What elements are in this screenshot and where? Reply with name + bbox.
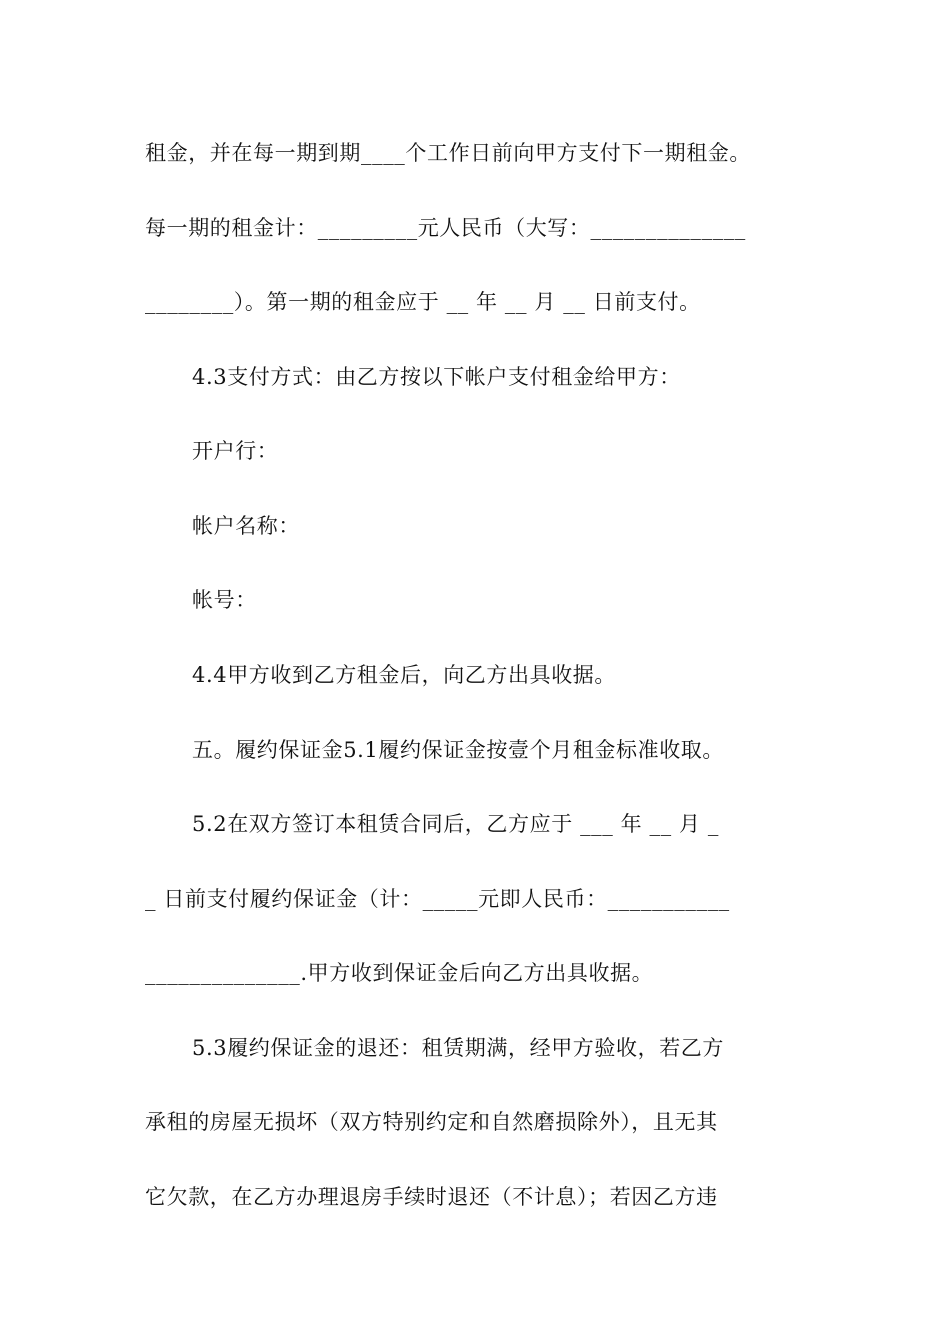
text-line-9: 五。履约保证金5.1履约保证金按壹个月租金标准收取。	[192, 738, 724, 762]
text-line-7: 帐号：	[192, 588, 257, 612]
text-line-14: 承租的房屋无损坏（双方特别约定和自然磨损除外），且无其	[145, 1110, 718, 1134]
text-line-6: 帐户名称：	[192, 514, 300, 538]
text-line-11: _ 日前支付履约保证金（计：_____元即人民币：___________	[145, 887, 730, 911]
text-line-13: 5.3履约保证金的退还：租赁期满，经甲方验收，若乙方	[192, 1036, 724, 1060]
text-line-2: 每一期的租金计：_________元人民币（大写：______________	[145, 216, 746, 240]
text-line-10: 5.2在双方签订本租赁合同后，乙方应于 ___ 年 __ 月 _	[192, 812, 719, 836]
text-line-15: 它欠款，在乙方办理退房手续时退还（不计息）；若因乙方违	[145, 1185, 718, 1209]
text-line-8: 4.4甲方收到乙方租金后，向乙方出具收据。	[192, 663, 616, 687]
text-line-5: 开户行：	[192, 439, 279, 463]
text-line-12: ______________.甲方收到保证金后向乙方出具收据。	[145, 961, 654, 985]
text-line-1: 租金，并在每一期到期____个工作日前向甲方支付下一期租金。	[145, 141, 751, 165]
text-line-4: 4.3支付方式：由乙方按以下帐户支付租金给甲方：	[192, 365, 681, 389]
text-line-3: ________）。第一期的租金应于 __ 年 __ 月 __ 日前支付。	[145, 290, 701, 314]
